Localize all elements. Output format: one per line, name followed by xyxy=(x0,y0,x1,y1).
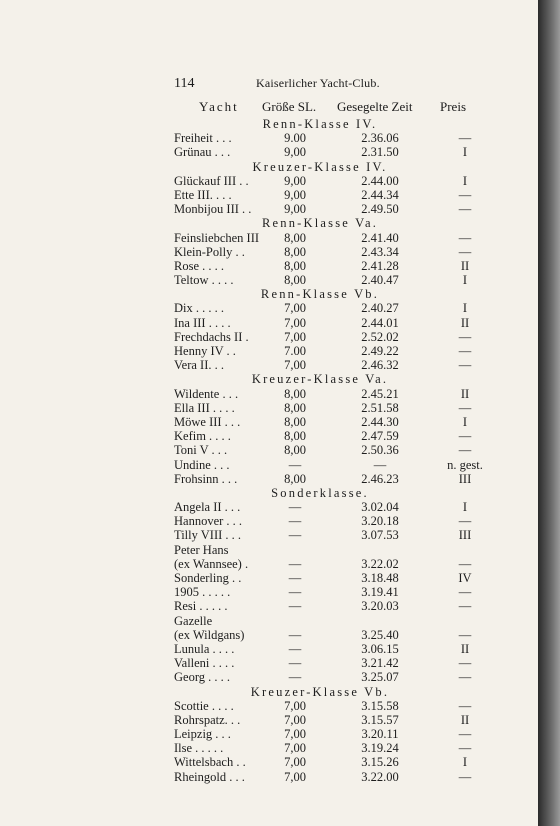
yacht-size: 7,00 xyxy=(284,329,306,344)
prize: — xyxy=(458,344,472,358)
sailed-time: 2.44.01 xyxy=(361,315,399,330)
class-heading xyxy=(0,117,538,131)
sailed-time: 2.46.32 xyxy=(361,358,399,373)
table-row xyxy=(0,429,538,443)
yacht-name: Möwe III . . . xyxy=(174,414,241,429)
table-row xyxy=(0,330,538,344)
sailed-time: 3.25.40 xyxy=(361,627,399,642)
class-heading-label: Kreuzer-Klasse Va. xyxy=(251,372,389,387)
yacht-size: — xyxy=(288,670,302,685)
prize: — xyxy=(458,556,472,571)
yacht-size: 8,00 xyxy=(284,244,306,259)
class-heading xyxy=(0,372,538,386)
table-row xyxy=(0,415,538,429)
yacht-name: Henny IV . . xyxy=(174,344,236,358)
sailed-time: 3.22.02 xyxy=(361,556,399,571)
prize: II xyxy=(460,258,470,273)
table-row xyxy=(0,500,538,514)
yacht-size: — xyxy=(288,528,302,543)
table-row xyxy=(0,316,538,330)
prize: — xyxy=(458,244,472,259)
sailed-time: 2.44.30 xyxy=(361,414,399,429)
yacht-size: — xyxy=(288,627,302,642)
yacht-name: Tilly VIII . . . xyxy=(174,528,242,543)
prize: — xyxy=(458,514,472,529)
yacht-name: Undine . . . xyxy=(174,457,230,472)
column-header-yacht: Yacht xyxy=(199,99,239,114)
yacht-name: Wittelsbach . . xyxy=(174,755,246,770)
table-row xyxy=(0,528,538,542)
prize: — xyxy=(458,230,472,245)
table-row xyxy=(0,188,538,202)
sailed-time: 2.45.21 xyxy=(361,386,399,401)
book-spine-edge xyxy=(538,0,560,826)
table-row xyxy=(0,131,538,145)
table-row xyxy=(0,387,538,401)
results-table xyxy=(0,117,538,784)
prize: — xyxy=(458,131,472,146)
yacht-name: Georg . . . . xyxy=(174,670,231,685)
sailed-time: 2.40.47 xyxy=(361,273,399,288)
table-row xyxy=(0,231,538,245)
yacht-size: — xyxy=(288,656,302,671)
yacht-name: Vera II. . . xyxy=(174,358,224,373)
prize: — xyxy=(458,429,472,444)
yacht-size: 8,00 xyxy=(284,414,306,429)
yacht-name: Rose . . . . xyxy=(174,258,224,273)
yacht-name: Glückauf III . . xyxy=(174,173,249,188)
yacht-name: Angela II . . . xyxy=(174,500,241,515)
prize: III xyxy=(458,471,472,486)
yacht-size: 8,00 xyxy=(284,471,306,486)
prize: — xyxy=(458,599,472,614)
prize: — xyxy=(458,741,472,756)
table-row xyxy=(0,699,538,713)
yacht-size: 8,00 xyxy=(284,429,306,444)
sailed-time: 3.18.48 xyxy=(361,571,399,585)
class-heading xyxy=(0,160,538,174)
prize: — xyxy=(458,727,472,742)
yacht-name: Frohsinn . . . xyxy=(174,471,238,486)
yacht-size: 9,00 xyxy=(284,173,306,188)
yacht-size: 7,00 xyxy=(284,301,306,316)
prize: — xyxy=(458,585,472,600)
yacht-size: — xyxy=(288,556,302,571)
sailed-time: 2.40.27 xyxy=(361,301,399,316)
class-heading-label: Renn-Klasse Va. xyxy=(261,216,379,231)
prize: — xyxy=(458,202,472,217)
table-row xyxy=(0,670,538,684)
yacht-size: 8,00 xyxy=(284,443,306,458)
table-row xyxy=(0,713,538,727)
page-header xyxy=(0,74,538,94)
table-row xyxy=(0,656,538,670)
yacht-size: 7.00 xyxy=(284,344,306,358)
yacht-name: Hannover . . . xyxy=(174,514,243,529)
sailed-time: 2.47.59 xyxy=(361,429,399,444)
sailed-time: 3.21.42 xyxy=(361,656,399,671)
prize: I xyxy=(462,755,468,770)
sailed-time: 3.19.41 xyxy=(361,585,399,600)
sailed-time: 3.22.00 xyxy=(361,769,399,784)
sailed-time: 2.31.50 xyxy=(361,145,399,160)
yacht-name: Klein-Polly . . xyxy=(174,244,245,259)
prize: — xyxy=(458,769,472,784)
prize: — xyxy=(458,400,472,415)
class-heading xyxy=(0,486,538,500)
table-row xyxy=(0,245,538,259)
sailed-time: 2.46.23 xyxy=(361,471,399,486)
yacht-size: — xyxy=(288,500,302,515)
yacht-name: Scottie . . . . xyxy=(174,698,234,713)
sailed-time: 3.07.53 xyxy=(361,528,399,543)
table-row xyxy=(0,202,538,216)
yacht-name: Rheingold . . . xyxy=(174,769,245,784)
prize: I xyxy=(462,173,468,188)
yacht-size: 9.00 xyxy=(284,131,306,146)
sailed-time: 2.44.34 xyxy=(361,187,399,202)
prize: — xyxy=(458,443,472,458)
table-row xyxy=(0,174,538,188)
sailed-time: 2.44.00 xyxy=(361,173,399,188)
yacht-name: Leipzig . . . xyxy=(174,727,231,742)
yacht-name: Rohrspatz. . . xyxy=(174,712,241,727)
class-heading-label: Sonderklasse. xyxy=(271,485,369,500)
prize: — xyxy=(458,656,472,671)
class-heading xyxy=(0,287,538,301)
yacht-name: Ina III . . . . xyxy=(174,315,231,330)
class-heading-label: Renn-Klasse Vb. xyxy=(260,287,380,302)
yacht-size: 7,00 xyxy=(284,712,306,727)
prize: — xyxy=(458,187,472,202)
yacht-name: Wildente . . . xyxy=(174,386,239,401)
sailed-time: — xyxy=(373,457,387,472)
yacht-size: 7,00 xyxy=(284,358,306,373)
prize: — xyxy=(458,627,472,642)
yacht-name: Peter Hans xyxy=(174,542,229,557)
sailed-time: 2.50.36 xyxy=(361,443,399,458)
yacht-size: 8,00 xyxy=(284,386,306,401)
prize: II xyxy=(460,315,470,330)
sailed-time: 2.49.22 xyxy=(361,344,399,358)
yacht-size: 9,00 xyxy=(284,187,306,202)
prize: II xyxy=(460,386,470,401)
table-row xyxy=(0,301,538,315)
yacht-name: (ex Wildgans) xyxy=(174,627,245,642)
prize: — xyxy=(458,358,472,373)
sailed-time: 2.36.06 xyxy=(361,131,399,146)
yacht-size: — xyxy=(288,599,302,614)
prize: I xyxy=(462,301,468,316)
yacht-name: Resi . . . . . xyxy=(174,599,228,614)
yacht-name: Teltow . . . . xyxy=(174,273,234,288)
table-row xyxy=(0,273,538,287)
sailed-time: 3.02.04 xyxy=(361,500,399,515)
table-row xyxy=(0,571,538,585)
yacht-size: 9,00 xyxy=(284,145,306,160)
prize: III xyxy=(458,528,472,543)
yacht-name: Feinsliebchen III xyxy=(174,230,260,245)
sailed-time: 3.15.26 xyxy=(361,755,399,770)
table-row xyxy=(0,358,538,372)
yacht-name: Valleni . . . . xyxy=(174,656,235,671)
yacht-name: Monbijou III . . xyxy=(174,202,252,217)
sailed-time: 2.52.02 xyxy=(361,329,399,344)
yacht-name: Freiheit . . . xyxy=(174,131,232,146)
yacht-name: Sonderling . . xyxy=(174,571,242,585)
table-row xyxy=(0,727,538,741)
sailed-time: 2.51.58 xyxy=(361,400,399,415)
sailed-time: 3.20.11 xyxy=(361,727,399,742)
yacht-name: 1905 . . . . . xyxy=(174,585,231,600)
sailed-time: 2.43.34 xyxy=(361,244,399,259)
class-heading xyxy=(0,685,538,699)
table-row xyxy=(0,514,538,528)
yacht-name: Gazelle xyxy=(174,613,213,628)
column-header-time: Gesegelte Zeit xyxy=(337,99,413,114)
yacht-size: 7,00 xyxy=(284,698,306,713)
sailed-time: 3.20.18 xyxy=(361,514,399,529)
prize: II xyxy=(460,641,470,656)
table-row xyxy=(0,557,538,571)
table-row xyxy=(0,628,538,642)
class-heading-label: Kreuzer-Klasse Vb. xyxy=(250,684,390,699)
yacht-size: — xyxy=(288,641,302,656)
sailed-time: 3.15.58 xyxy=(361,698,399,713)
table-row xyxy=(0,472,538,486)
prize: n. gest. xyxy=(447,457,483,472)
prize: IV xyxy=(458,571,472,585)
column-header-size: Größe SL. xyxy=(262,99,317,114)
sailed-time: 3.20.03 xyxy=(361,599,399,614)
page-number: 114 xyxy=(174,76,195,91)
yacht-size: 7,00 xyxy=(284,755,306,770)
column-headers xyxy=(0,99,538,117)
running-title: Kaiserlicher Yacht-Club. xyxy=(256,76,380,90)
prize: — xyxy=(458,670,472,685)
sailed-time: 2.41.40 xyxy=(361,230,399,245)
yacht-size: 7,00 xyxy=(284,741,306,756)
yacht-size: 7,00 xyxy=(284,315,306,330)
prize: I xyxy=(462,273,468,288)
class-heading-label: Renn-Klasse IV. xyxy=(262,117,378,131)
table-row xyxy=(0,259,538,273)
table-row xyxy=(0,543,538,557)
table-row xyxy=(0,145,538,159)
table-row xyxy=(0,458,538,472)
yacht-name: Ella III . . . . xyxy=(174,400,235,415)
prize: I xyxy=(462,414,468,429)
table-row xyxy=(0,741,538,755)
yacht-size: 8,00 xyxy=(284,258,306,273)
yacht-size: 9,00 xyxy=(284,202,306,217)
table-row xyxy=(0,755,538,769)
yacht-name: (ex Wannsee) . xyxy=(174,556,249,571)
table-row xyxy=(0,614,538,628)
prize: I xyxy=(462,500,468,515)
yacht-name: Frechdachs II . xyxy=(174,329,249,344)
sailed-time: 3.06.15 xyxy=(361,641,399,656)
sailed-time: 3.19.24 xyxy=(361,741,399,756)
prize: II xyxy=(460,712,470,727)
column-header-prize: Preis xyxy=(440,99,466,114)
prize: — xyxy=(458,698,472,713)
yacht-size: — xyxy=(288,457,302,472)
yacht-size: 7,00 xyxy=(284,727,306,742)
yacht-size: 8,00 xyxy=(284,400,306,415)
yacht-size: 7,00 xyxy=(284,769,306,784)
table-row xyxy=(0,642,538,656)
yacht-size: 8,00 xyxy=(284,273,306,288)
prize: I xyxy=(462,145,468,160)
yacht-name: Grünau . . . xyxy=(174,145,231,160)
sailed-time: 3.25.07 xyxy=(361,670,399,685)
table-row xyxy=(0,443,538,457)
table-row xyxy=(0,344,538,358)
yacht-name: Toni V . . . xyxy=(174,443,228,458)
yacht-name: Ilse . . . . . xyxy=(174,741,224,756)
yacht-name: Ette III. . . . xyxy=(174,187,232,202)
yacht-name: Dix . . . . . xyxy=(174,301,224,316)
yacht-size: — xyxy=(288,585,302,600)
yacht-name: Kefim . . . . xyxy=(174,429,231,444)
table-row xyxy=(0,599,538,613)
yacht-size: 8,00 xyxy=(284,230,306,245)
class-heading-label: Kreuzer-Klasse IV. xyxy=(252,159,388,174)
table-row xyxy=(0,770,538,784)
table-row xyxy=(0,401,538,415)
sailed-time: 2.49.50 xyxy=(361,202,399,217)
yacht-size: — xyxy=(288,571,302,585)
table-row xyxy=(0,585,538,599)
prize: — xyxy=(458,329,472,344)
sailed-time: 3.15.57 xyxy=(361,712,399,727)
yacht-name: Lunula . . . . xyxy=(174,641,235,656)
sailed-time: 2.41.28 xyxy=(361,258,399,273)
yacht-size: — xyxy=(288,514,302,529)
class-heading xyxy=(0,216,538,230)
